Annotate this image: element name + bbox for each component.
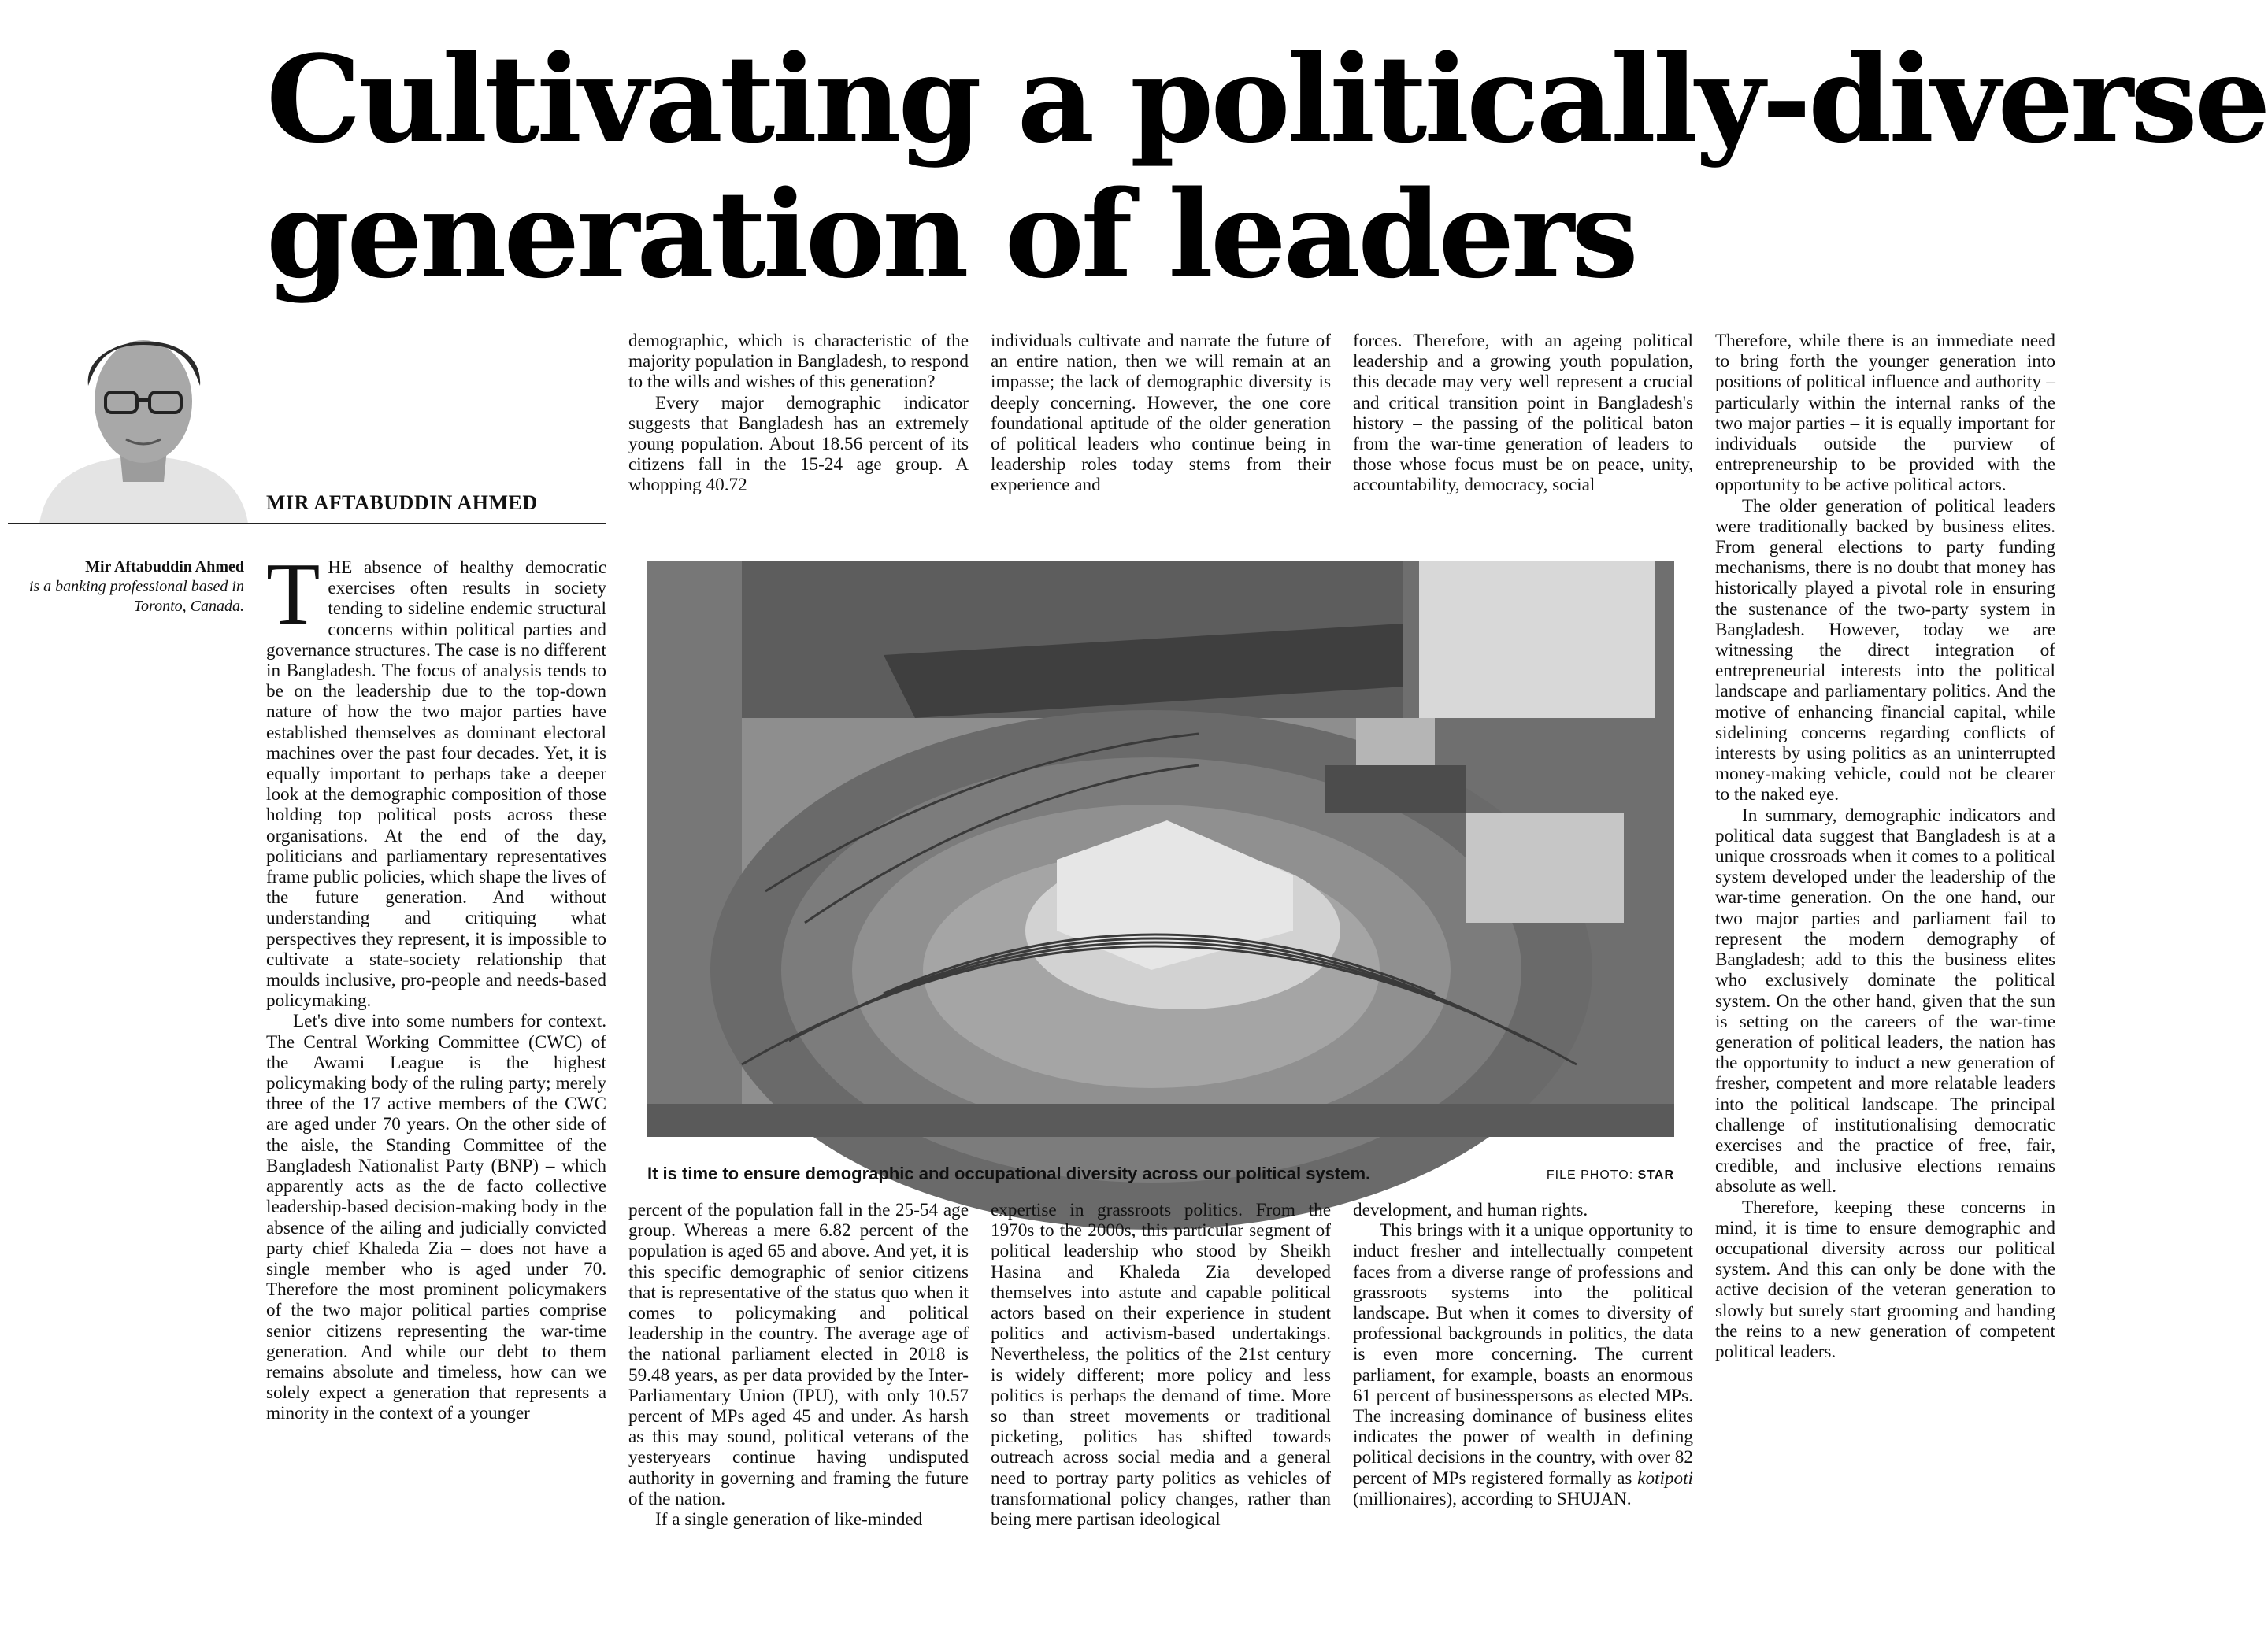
headline-line-2: generation of leaders — [266, 164, 1636, 305]
article-paragraph: If a single generation of like-minded — [655, 1509, 923, 1531]
article-paragraph: In summary, demographic indicators and political data suggest that Bangladesh is at a unique crossroads when it comes to a political system developed under the leadership of the war-time generation. On the one hand, our two major parties and parliament fail to represent the modern demography of Bangladesh; add to this the business elites who exclusively dominate the political system. On the other hand, given that the sun is setting on the careers of the war-time generation of political leaders, the nation has the opportunity to induct a new generation of fresher, competent and more relatable leaders into the political landscape. The principal challenge of institutionalising democratic exercises and the practice of free, fair, credible, and inclusive elections remains absolute as well. — [1715, 805, 2055, 1197]
article-column-2-top — [628, 331, 969, 551]
article-paragraph: Therefore, keeping these concerns in mind, it is time to ensure demographic and occupational diversity across our political system. And this can only be done with the active decision of the veteran generation to slowly but surely start grooming and handing the reins to a new generation of competent political leaders. — [1715, 1197, 2055, 1362]
article-text: HE absence of healthy democratic exercises often results in society tending to sideline endemic structural concerns within political parties and governance structures. The case is no different in Bangladesh. The focus of analysis tends to be on the leadership due to the top-down nature of how the two major parties have established themselves as dominant electoral machines over the past four decades. Yet, it is equally important to perhaps take a deeper look at the demographic composition of those holding top political posts across these organisations. At the end of the day, politicians and parliamentary representatives frame public policies, which shape the lives of the future generation. And without understanding and critiquing what perspectives they represent, it is impossible to cultivate a state-society relationship that moulds inclusive, pro-people and needs-based policymaking. — [266, 557, 606, 1012]
article-column-3-bottom — [991, 1200, 1331, 1622]
article-paragraph — [266, 546, 606, 1012]
article-text-italic: kotipoti — [1637, 1468, 1693, 1489]
article-column-4-top — [1353, 331, 1693, 551]
article-column-4-bottom — [1353, 1200, 1693, 1622]
drop-cap: T — [266, 546, 321, 643]
article-paragraph: percent of the population fall in the 25-54 age group. Whereas a mere 6.82 percent of the population is aged 65 and above. And yet, it is this specific demographic of senior citizens that is representative of the status quo when it comes to policymaking and political leadership in the country. The average age of the national parliament elected in 2018 is 59.48 years, as per data provided by the Inter-Parliamentary Union (IPU), with only 10.57 percent of MPs aged 45 and under. As harsh as this may sound, political veterans of the yesteryears continue having undisputed authority in governing and framing the future of the nation. — [628, 1200, 969, 1509]
article-text: (millionaires), according to SHUJAN. — [1353, 1488, 1632, 1509]
article-paragraph: demographic, which is characteristic of the majority population in Bangladesh, to respond to the wills and wishes of this generation? — [628, 331, 969, 393]
author-portrait — [32, 299, 256, 524]
headline — [266, 28, 2268, 305]
article-paragraph: forces. Therefore, with an ageing political leadership and a growing youth population, this decade may very well represent a crucial and critical transition point in Bangladesh's history – the passing of the political baton from the war-time generation of leaders to those whose focus must be on peace, unity, accountability, democracy, social — [1353, 331, 1693, 496]
article-paragraph: The older generation of political leaders were traditionally backed by business elites. From general elections to party funding mechanisms, there is no doubt that money has historically played a pivotal role in ensuring the sustenance of the two-party system in Bangladesh. However, today we are witnessing the direct integration of entrepreneurial interests into the political landscape and parliamentary politics. And the motive of enhancing financial capital, while sidelining concerns regarding conflicts of interests by using politics as an uninterrupted money-making vehicle, could not be clearer to the naked eye. — [1715, 495, 2055, 805]
photo-credit-source: STAR — [1637, 1168, 1674, 1182]
author-bio-text: is a banking professional based in Toronto, Canada. — [28, 578, 244, 615]
article-paragraph: Therefore, while there is an immediate need to bring forth the younger generation into positions of political influence and authority – particularly within the internal ranks of the two major parties – it is equally important for individuals outside the purview of entrepreneurship to be provided with the opportunity to be active political actors. — [1715, 331, 2055, 496]
article-paragraph: Every major demographic indicator suggests that Bangladesh has an extremely young population. About 18.56 percent of its citizens fall in the 15-24 age group. A whopping 40.72 — [628, 392, 969, 496]
parliament-photo-illustration — [647, 561, 1674, 1137]
article-paragraph: individuals cultivate and narrate the future of an entire nation, then we will remain at an impasse; the lack of demographic diversity is deeply concerning. However, the one core foundational aptitude of the older generation of political leaders who continue being in leadership roles today stems from their experience and — [991, 331, 1331, 496]
photo-credit-prefix: FILE PHOTO: — [1546, 1168, 1634, 1182]
author-bio — [8, 557, 244, 616]
article-paragraph: Let's dive into some numbers for context. The Central Working Committee (CWC) of the Awami League is the highest policymaking body of the ruling party; merely three of the 17 active members of the CWC are aged under 70 years. On the other side of the aisle, the Standing Committee of the Bangladesh Nationalist Party (BNP) – which apparently acts as the de facto collective leadership-based decision-making body in the absence of the ailing and judicially convicted party chief Khaleda Zia – does not have a single member who is aged under 70. Therefore the most prominent policymakers of the two major political parties comprise senior citizens representing the war-time generation. And while our debt to them remains absolute and timeless, how can we solely expect a generation that represents a minority in the context of a younger — [266, 1011, 606, 1424]
article-text: This brings with it a unique opportunity to induct fresher and intellectually competent faces from a diverse range of professions and grassroots systems into the political landscape. But when it comes to diversity of professional backgrounds in politics, the data is even more concerning. The current parliament, for example, boasts an enormous 61 percent of businesspersons as elected MPs. The increasing dominance of business elites indicates the power of wealth in defining political decisions in the country, with over 82 percent of MPs registered formally as — [1353, 1220, 1693, 1489]
headline-line-1: Cultivating a politically-diverse — [266, 28, 2268, 169]
author-byline: MIR AFTABUDDIN AHMED — [266, 491, 538, 514]
article-column-1 — [266, 546, 606, 1620]
article-column-2-bottom — [628, 1200, 969, 1622]
article-column-3-top — [991, 331, 1331, 551]
photo-caption-text: It is time to ensure demographic and occupational diversity across our political system. — [647, 1164, 1371, 1183]
article-paragraph — [1353, 1220, 1693, 1509]
author-bio-name: Mir Aftabuddin Ahmed — [85, 558, 244, 576]
byline-divider — [8, 523, 606, 524]
photo-caption — [647, 1164, 1674, 1184]
parliament-photo — [647, 561, 1674, 1137]
photo-credit — [1547, 1168, 1674, 1183]
article-column-5 — [1715, 331, 2055, 1622]
article-paragraph: expertise in grassroots politics. From the 1970s to the 2000s, this particular segment of political leadership who stood by Sheikh Hasina and Khaleda Zia developed themselves into astute and capable political actors based on their experience in student politics and activism-based undertakings. Nevertheless, the politics of the 21st century is widely different; more policy and less politics is perhaps the demand of time. More so than street movements or traditional picketing, politics has shifted towards outreach across social media and a general need to portray party politics as vehicles of transformational policy changes, rather than being mere partisan ideological — [991, 1200, 1331, 1531]
article-paragraph: development, and human rights. — [1353, 1200, 1588, 1220]
